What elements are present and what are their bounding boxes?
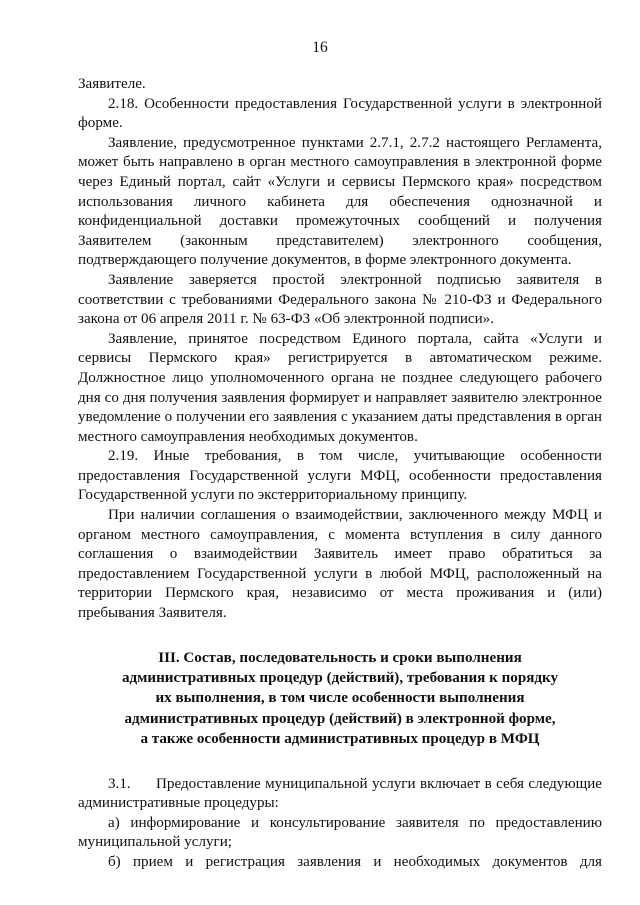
page-content [78,75,602,873]
paragraph-continuation: Заявителе. [78,76,146,92]
paragraph-2-19-title: 2.19. Иные требования, в том числе, учитывающие особенности предоставления Государственной услуги МФЦ, особенности предоставления Государственной услуги по экстерриториальному принципу. [78,448,602,504]
section-heading-line: их выполнения, в том числе особенности выполнения [155,690,525,707]
section-heading-line: III. Состав, последовательность и сроки выполнения [158,649,522,666]
paragraph-electronic-signature: Заявление заверяется простой электронной подписью заявителя в соответствии с требованиями Федерального закона № 210-ФЗ и Федерального закона от 06 апреля 2011 г. № 63-ФЗ «Об электронной подписи». [78,271,602,328]
item-3-1-text: Предоставление муниципальной услуги включает в себя следующие административные процедуры: [78,775,602,812]
section-heading-line: административных процедур (действий), требования к порядку [121,670,559,687]
item-number: 3.1. [108,775,131,792]
section-heading [78,648,602,750]
paragraph-mfc-agreement: При наличии соглашения о взаимодействии, заключенного между МФЦ и органом местного самоуправления, с момента вступления в силу данного соглашения о взаимодействии Заявитель имеет право обратиться за предоставлением Государственной услуги в любой МФЦ, расположенный на территории Пермского края, независимо от места проживания и (или) пребывания Заявителя. [78,507,602,622]
page-number: 16 [312,39,328,56]
paragraph-automatic-registration: Заявление, принятое посредством Единого портала, сайта «Услуги и сервисы Пермского края» регистрируется в автоматическом режиме. Должностное лицо уполномоченного органа не позднее следующего рабочего дня со дня получения заявления формирует и направляет заявителю электронное уведомление о получении его заявления с указанием даты представления в орган местного самоуправления необходимых документов. [78,330,602,445]
paragraph-electronic-application: Заявление, предусмотренное пунктами 2.7.1, 2.7.2 настоящего Регламента, может быть направлено в орган местного самоуправления в электронной форме через Единый портал, сайт «Услуги и сервисы Пермского края» посредством использования личного кабинета для обеспечения однозначной и конфиденциальной доставки промежуточных сообщений и получения Заявителем (законным представителем) электронного сообщения, подтверждающего получение документов, в форме электронного документа. [78,134,602,269]
list-item-a: а) информирование и консультирование заявителя по предоставлению муниципальной услуги; [78,814,602,851]
section-heading-line: административных процедур (действий) в электронной форме, [124,710,556,727]
list-item-b: б) прием и регистрация заявления и необходимых документов для [108,854,602,871]
section-heading-line: а также особенности административных процедур в МФЦ [140,731,540,748]
paragraph-2-18-title: 2.18. Особенности предоставления Государственной услуги в электронной форме. [78,95,602,132]
paragraph-3-1 [78,775,602,814]
